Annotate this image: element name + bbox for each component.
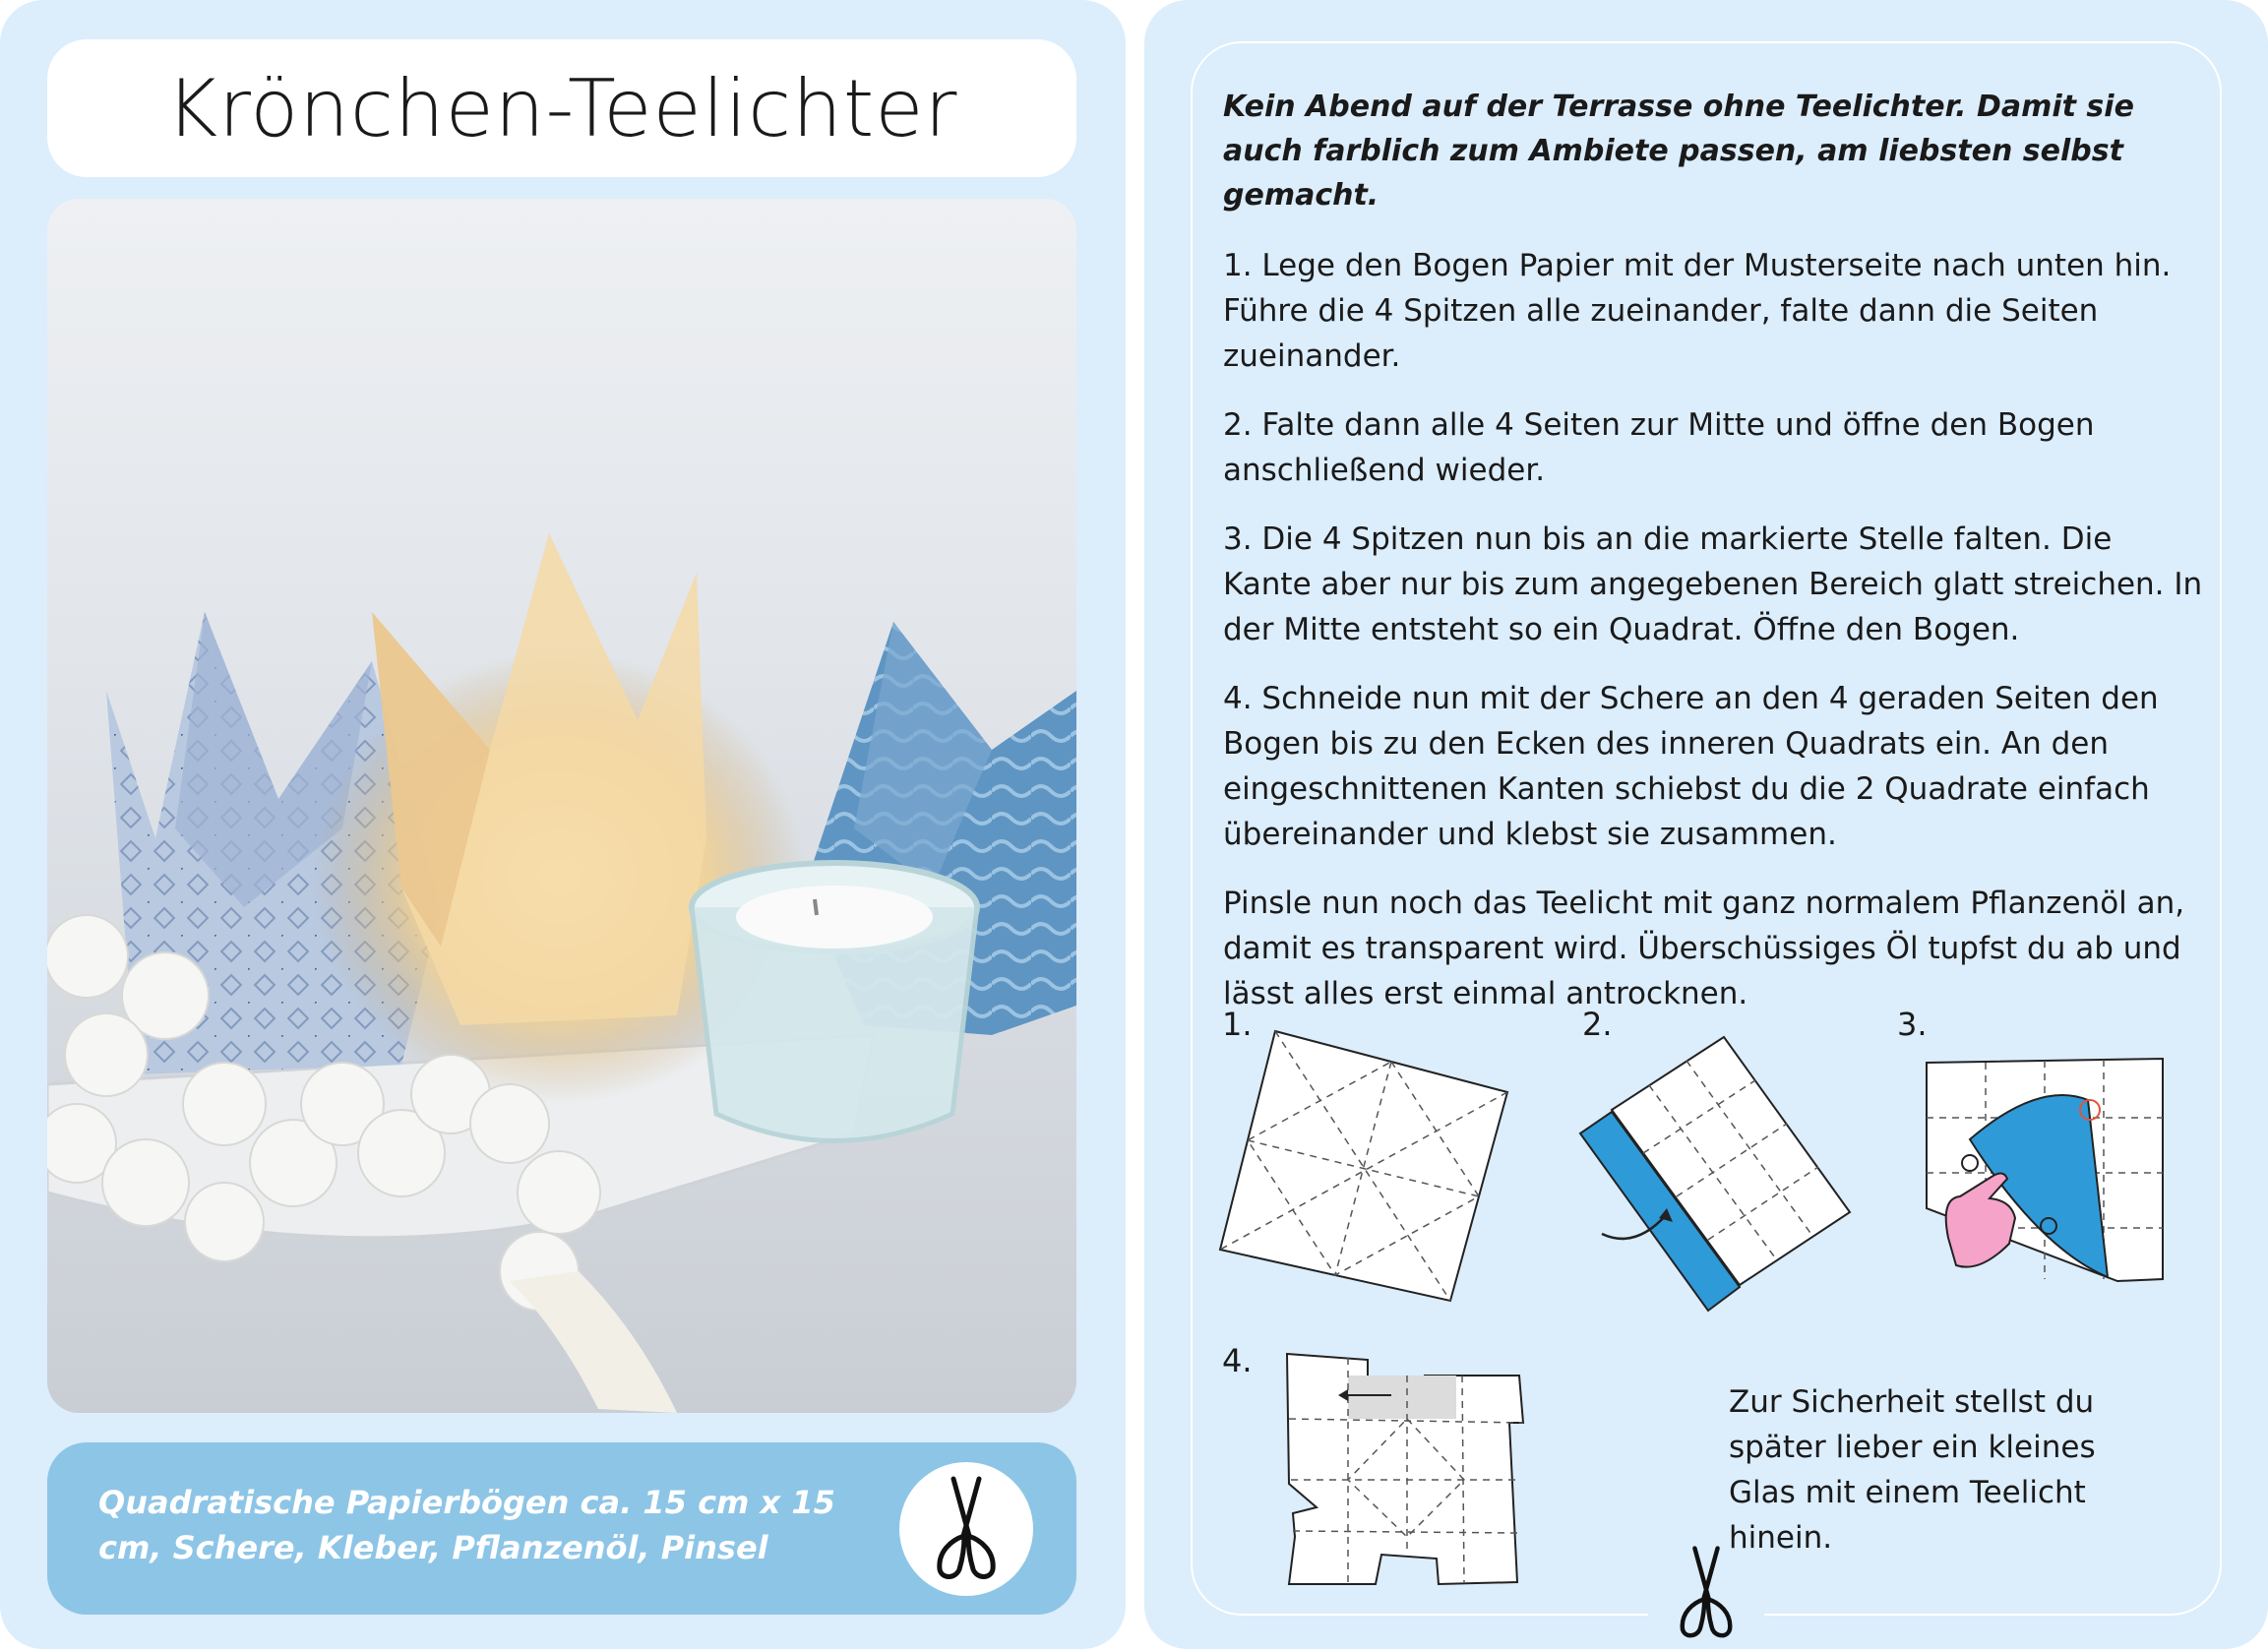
scissors-icon (1672, 1545, 1741, 1641)
step-2: 2. Falte dann alle 4 Seiten zur Mitte und öffne den Bogen anschließend wieder. (1223, 407, 2095, 488)
fold-diagram-2 (1576, 1031, 1871, 1326)
diagram-label-3: 3. (1897, 1006, 1928, 1043)
tealight-photo (47, 199, 1076, 1413)
safety-note: Zur Sicherheit stellst du später lieber ein kleines Glas mit einem Teelicht hinein. (1729, 1384, 2096, 1556)
fold-diagram-4 (1281, 1350, 1527, 1596)
step-1: 1. Lege den Bogen Papier mit der Musterseite nach unten hin. Führe die 4 Spitzen alle zueinander, falte dann die Seiten zueinander. (1223, 248, 2172, 374)
materials-text: Quadratische Papierbögen ca. 15 cm x 15 cm, Schere, Kleber, Pflanzenöl, Pinsel (98, 1484, 835, 1566)
diagram-label-1: 1. (1222, 1006, 1253, 1043)
tool-circle (899, 1462, 1033, 1596)
diagram-label-4: 4. (1222, 1342, 1253, 1379)
fold-diagram-3 (1921, 1051, 2176, 1307)
instructions (1223, 85, 2207, 1040)
step-4: 4. Schneide nun mit der Schere an den 4 geraden Seiten den Bogen bis zu den Ecken des inneren Quadrats ein. An den eingeschnittenen Kanten schiebst du die 2 Quadrate einfach übereinander und klebst sie zusammen. (1223, 681, 2159, 852)
step-3: 3. Die 4 Spitzen nun bis an die markierte Stelle falten. Die Kante aber nur bis zum angegebenen Bereich glatt streichen. In der Mitte entsteht so ein Quadrat. Öffne den Bogen. (1223, 521, 2203, 647)
fold-diagram-1 (1216, 1023, 1511, 1309)
intro-text: Kein Abend auf der Terrasse ohne Teelichter. Damit sie auch farblich zum Ambiete passen, am liebsten selbst gemacht. (1223, 90, 2134, 213)
diagram-label-2: 2. (1582, 1006, 1613, 1043)
title-box (47, 39, 1076, 177)
step-oil: Pinsle nun noch das Teelicht mit ganz normalem Pflanzenöl an, damit es transparent wird. Überschüssiges Öl tupfst du ab und lässt alles erst einmal antrocknen. (1223, 886, 2185, 1011)
page-title: Krönchen-Teelichter (165, 62, 958, 154)
materials-box (47, 1442, 1076, 1615)
tealight-illustration (47, 199, 1076, 1413)
scissors-icon (932, 1475, 1001, 1583)
left-card (0, 0, 1126, 1649)
